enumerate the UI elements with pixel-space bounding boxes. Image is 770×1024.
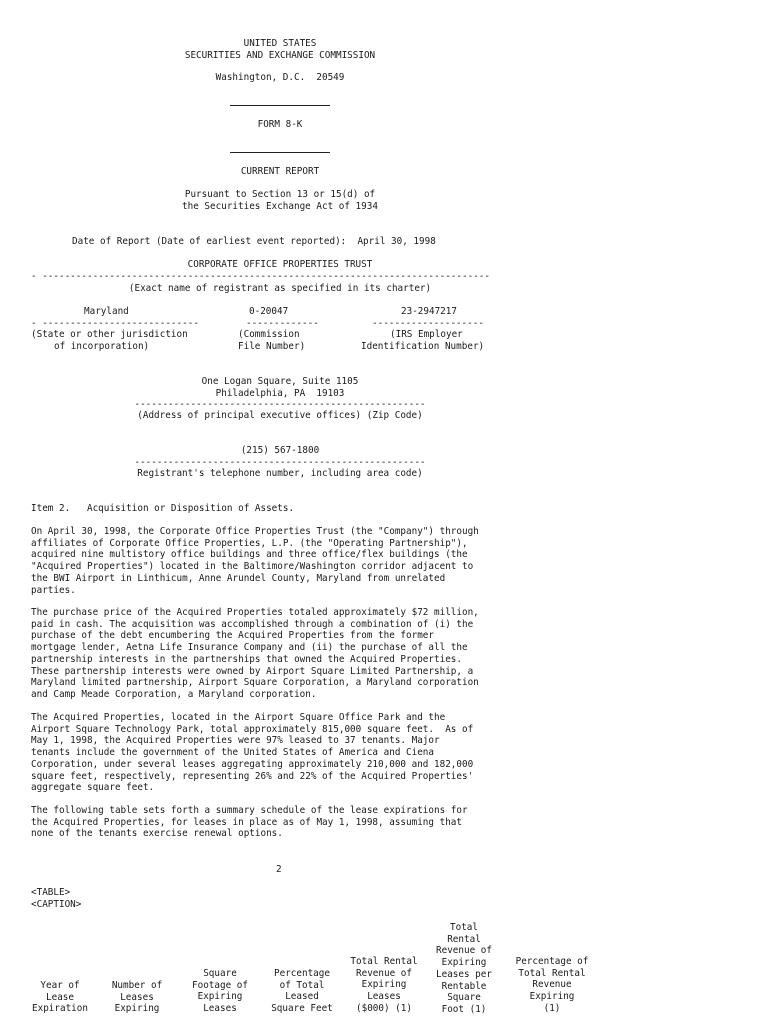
commission-dashes: ------------- <box>246 318 319 329</box>
pursuant-line-2: the Securities Exchange Act of 1934 <box>182 201 378 212</box>
state-caption-2: of incorporation) <box>54 341 150 352</box>
irs-dashes: -------------------- <box>372 318 484 329</box>
commission-caption-1: (Commission <box>238 329 300 340</box>
item2-paragraph-2: The purchase price of the Acquired Properties totaled approximately $72 million, paid in cash. The acquisition was accomplished through a combination of (i) the purchase of the debt encumbering the Acquired Properties from the former mortgage lender, Aetna Life Insurance Company and (ii) the purchase of all the partnership interests in the partnerships that owned the Acquired Properties. These partnership interests were owned by Airport Square Limited Partnership, a Maryland limited partnership, Airport Square Corporation, a Maryland corporation and Camp Meade Corporation, a Maryland corporation. <box>31 607 479 700</box>
phone-number: (215) 567-1800 <box>240 445 320 456</box>
caption-tag: <CAPTION> <box>31 899 82 910</box>
header-line-1: UNITED STATES <box>243 38 317 49</box>
commission-caption-2: File Number) <box>238 341 306 352</box>
irs-number: 23-2947217 <box>401 306 457 317</box>
pursuant-line-1: Pursuant to Section 13 or 15(d) of <box>184 189 376 200</box>
page-number: 2 <box>276 864 282 875</box>
address-line-2: Philadelphia, PA 19103 <box>215 388 345 399</box>
col-header-percentage-leased: Percentage of Total Leased Square Feet <box>271 968 333 1015</box>
item2-paragraph-1: On April 30, 1998, the Corporate Office Properties Trust (the "Company") through affiliates of Corporate Office Properties, L.P. (the "Operating Partnership"), acquired nine multistory office buildings and three office/flex buildings (the "Acquired Properties") located in the Baltimore/Washington corridor adjacent to the BWI Airport in Linthicum, Anne Arundel County, Maryland from unrelated parties. <box>31 526 479 596</box>
col-header-number-of-leases: Number of Leases Expiring <box>111 980 163 1015</box>
item2-paragraph-3: The Acquired Properties, located in the Airport Square Office Park and the Airport Square Technology Park, total approximately 815,000 square feet. As of May 1, 1998, the Acquired Properties were 97% leased to 37 tenants. Major tenants include the government of the United States of America and Ciena Corporation, under several leases aggregating approximately 210,000 and 182,000 square feet, respectively, representing 26% and 22% of the Acquired Properties' aggregate square feet. <box>31 712 474 794</box>
state-dashes: - ---------------------------- <box>31 318 199 329</box>
item2-paragraph-4: The following table sets forth a summary schedule of the lease expirations for the Acquired Properties, for leases in place as of May 1, 1998, assuming that none of the tenants exercise renewal options. <box>31 805 468 840</box>
registrant-name-dashes: - -------------------------------------------------------------------------------- <box>31 271 490 282</box>
header-city: Washington, D.C. 20549 <box>215 72 345 83</box>
item2-heading: Item 2. Acquisition or Disposition of Assets. <box>31 503 295 514</box>
report-type: CURRENT REPORT <box>240 166 320 177</box>
state-caption-1: (State or other jurisdiction <box>31 329 188 340</box>
form-title: FORM 8-K <box>257 119 303 130</box>
col-header-revenue-per-sqft: Total Rental Revenue of Expiring Leases per Rentable Square Foot (1) <box>436 922 492 1015</box>
date-of-report: Date of Report (Date of earliest event reported): April 30, 1998 <box>72 236 436 247</box>
header-line-2: SECURITIES AND EXCHANGE COMMISSION <box>184 50 376 61</box>
irs-caption-2: Identification Number) <box>361 341 485 352</box>
phone-dashes: ---------------------------------------------------- <box>134 457 426 468</box>
table-tag: <TABLE> <box>31 887 71 898</box>
phone-caption: Registrant's telephone number, including area code) <box>137 468 423 479</box>
address-dashes: ---------------------------------------------------- <box>134 399 426 410</box>
header-rule-2 <box>230 152 330 153</box>
col-header-square-footage: Square Footage of Expiring Leases <box>192 968 248 1015</box>
state-value: Maryland <box>84 306 129 317</box>
irs-caption-1: (IRS Employer <box>390 329 463 340</box>
col-header-total-rental-revenue: Total Rental Revenue of Expiring Leases ($000) (1) <box>350 956 418 1014</box>
address-line-1: One Logan Square, Suite 1105 <box>201 376 359 387</box>
address-caption: (Address of principal executive offices) (Zip Code) <box>137 410 423 421</box>
registrant-name-caption: (Exact name of registrant as specified in its charter) <box>128 283 432 294</box>
header-rule-1 <box>230 105 330 106</box>
col-header-year: Year of Lease Expiration <box>32 980 88 1015</box>
commission-number: 0-20047 <box>249 306 289 317</box>
registrant-name: CORPORATE OFFICE PROPERTIES TRUST <box>187 259 373 270</box>
col-header-percentage-revenue: Percentage of Total Rental Revenue Expiring (1) <box>515 956 589 1014</box>
